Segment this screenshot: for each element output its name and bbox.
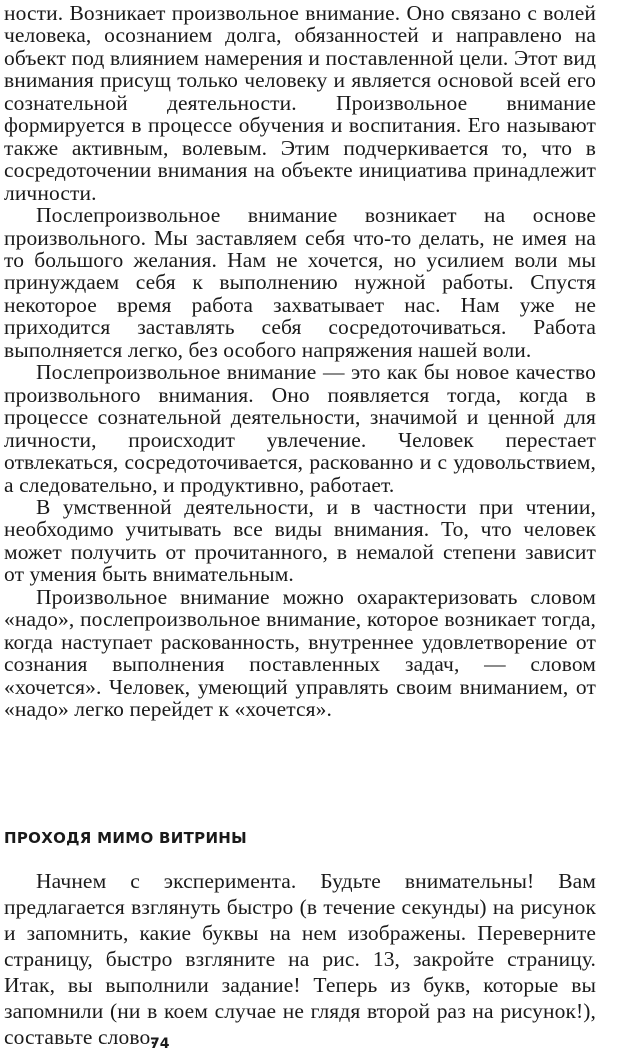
paragraph-2: Послепроизвольное внимание возникает на основе произвольного. Мы заставляем себя что-то делать, не имея на то большого желания. Нам не хочется, но усилием воли мы принуждаем себя к выполнению нужной работы. Спустя некоторое время работа захватывает нас. Нам уже не приходится заставлять себя сосредоточиваться. Работа выполняется легко, без особого напряжения нашей воли. <box>4 203 596 362</box>
paragraph-3: Послепроизвольное внимание — это как бы новое качество произвольного внимания. Оно появляется тогда, когда в процессе сознательной деятельности, значимой и ценной для личности, происходит увлечение. Человек перестает отвлекаться, сосредоточивается, раскованно и с удовольствием, а следовательно, и продуктивно, работает. <box>4 360 596 497</box>
paragraph-4: В умственной деятельности, и в частности при чтении, необходимо учитывать все виды внимания. То, что человек может получить от прочитанного, в немалой степени зависит от умения быть внимательным. <box>4 494 596 587</box>
paragraph-1: ности. Возникает произвольное внимание. Оно связано с волей человека, осознанием долга, обязанностей и направлено на объект под влиянием намерения и поставленной цели. Этот вид внимания присущ только человеку и является основой всей его сознательной деятельности. Произвольное внимание формируется в процессе обучения и воспитания. Его называют также активным, волевым. Этим подчеркивается то, что в сосредоточении внимания на объекте инициатива принадлежит личности. <box>4 1 596 205</box>
paragraph-5: Произвольное внимание можно охарактеризовать словом «надо», послепроизвольное внимание, которое возникает тогда, когда наступает раскованность, внутреннее удовлетворение от сознания выполнения поставленных задач, — словом «хочется». Человек, умеющий управлять своим вниманием, от «надо» легко перейдет к «хочется». <box>4 584 596 722</box>
section-text-column <box>4 868 596 1050</box>
page-number: 74 <box>150 1036 170 1052</box>
section-paragraph-1: Начнем с эксперимента. Будьте внимательны! Вам предлагается взглянуть быстро (в течение секунды) на рисунок и запомнить, какие буквы на нем изображены. Переверните страницу, быстро взгляните на рис. 13, закройте страницу. Итак, вы выполнили задание! Теперь из букв, которые вы запомнили (ни в коем случае не глядя второй раз на рисунок!), составьте слово. <box>4 869 596 1049</box>
main-text-column <box>4 2 596 721</box>
section-heading: ПРОХОДЯ МИМО ВИТРИНЫ <box>4 829 247 847</box>
